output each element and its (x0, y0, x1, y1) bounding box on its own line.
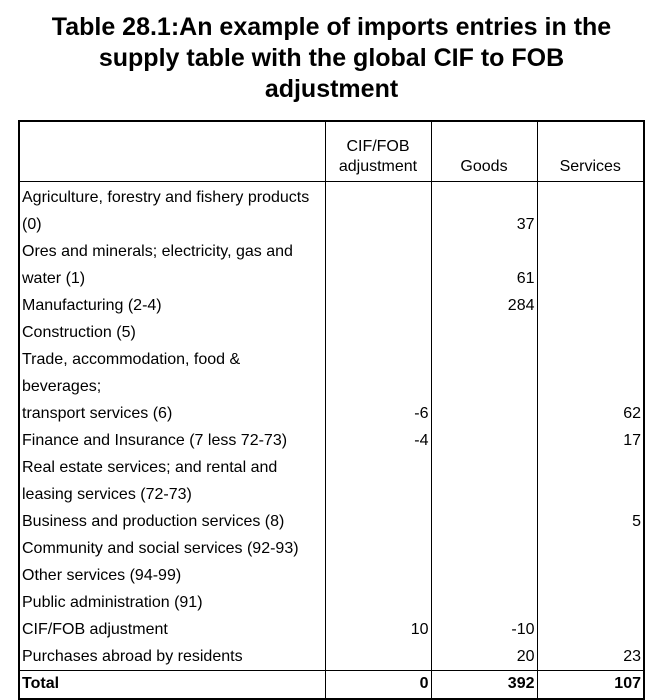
title-line-1: Table 28.1:An example of imports entries in the (51, 13, 612, 41)
row-label-line: Real estate services; and rental and (22, 459, 278, 476)
cell-goods: 61 (431, 238, 537, 292)
cell-goods: 20 (431, 643, 537, 671)
cell-services (537, 616, 644, 643)
title-line-2: supply table with the global CIF to FOB (98, 44, 565, 72)
row-label (19, 589, 325, 616)
row-label (19, 535, 325, 562)
table-row (19, 427, 644, 454)
cell-goods: 284 (431, 292, 537, 319)
row-label (19, 616, 325, 643)
table-row (19, 535, 644, 562)
row-label-line: Purchases abroad by residents (22, 648, 243, 665)
cell-cif-fob-adjustment (325, 292, 431, 319)
table-body (19, 182, 644, 700)
row-label-line: Public administration (91) (22, 594, 203, 611)
total-label: Total (19, 671, 325, 700)
row-label-line: transport services (6) (22, 405, 173, 422)
row-label (19, 427, 325, 454)
cell-services (537, 292, 644, 319)
imports-table-container (18, 120, 645, 700)
header-label-cell (19, 121, 325, 182)
row-label (19, 319, 325, 346)
table-row (19, 643, 644, 671)
cell-cif-fob-adjustment (325, 535, 431, 562)
table-row (19, 454, 644, 508)
row-label (19, 238, 325, 292)
total-services: 107 (537, 671, 644, 700)
row-label-line: Manufacturing (2-4) (22, 297, 162, 314)
row-label-line: water (1) (22, 270, 86, 287)
row-label (19, 643, 325, 671)
imports-table (18, 120, 645, 700)
table-title (0, 12, 663, 105)
table-row (19, 346, 644, 427)
row-label-line: Construction (5) (22, 324, 136, 341)
cell-cif-fob-adjustment (325, 508, 431, 535)
cell-services: 17 (623, 432, 641, 449)
cell-goods (431, 319, 537, 346)
row-label-line: Community and social services (92-93) (22, 540, 299, 557)
table-row (19, 238, 644, 292)
cell-goods: -10 (431, 616, 537, 643)
cell-services (537, 589, 644, 616)
row-label-line: Business and production services (8) (22, 513, 285, 530)
cell-cif-fob-adjustment: -6 (325, 346, 431, 427)
table-row (19, 589, 644, 616)
row-label-line: Trade, accommodation, food & beverages; (22, 351, 241, 395)
row-label (19, 562, 325, 589)
table-row (19, 616, 644, 643)
cell-cif-fob-adjustment: 10 (325, 616, 431, 643)
row-label (19, 292, 325, 319)
cell-goods (431, 535, 537, 562)
header-cif-fob-adjustment: CIF/FOB adjustment (325, 121, 431, 182)
cell-cif-fob-adjustment (325, 562, 431, 589)
row-label-line: Other services (94-99) (22, 567, 182, 584)
row-label-line: leasing services (72-73) (22, 486, 192, 503)
cell-goods (431, 427, 537, 454)
title-line-3: adjustment (264, 75, 399, 103)
total-goods: 392 (431, 671, 537, 700)
row-label (19, 454, 325, 508)
cell-goods (431, 346, 537, 427)
header-services: Services (559, 158, 621, 175)
header-goods: Goods (431, 121, 537, 182)
header-row (19, 121, 644, 182)
table-row (19, 319, 644, 346)
cell-goods (431, 454, 537, 508)
cell-cif-fob-adjustment (325, 643, 431, 671)
table-row (19, 182, 644, 239)
cell-services: 5 (632, 513, 641, 530)
cell-goods (431, 589, 537, 616)
row-label-line: CIF/FOB adjustment (22, 621, 168, 638)
cell-services (537, 535, 644, 562)
cell-goods: 37 (431, 182, 537, 239)
total-cif-fob-adjustment: 0 (325, 671, 431, 700)
cell-services: 62 (623, 405, 641, 422)
row-label (19, 346, 325, 427)
table-row (19, 562, 644, 589)
cell-services: 23 (623, 648, 641, 665)
row-label (19, 182, 325, 239)
cell-cif-fob-adjustment (325, 589, 431, 616)
cell-cif-fob-adjustment (325, 319, 431, 346)
row-label-line: (0) (22, 216, 42, 233)
row-label-line: Ores and minerals; electricity, gas and (22, 243, 293, 260)
cell-services (537, 238, 644, 292)
cell-cif-fob-adjustment (325, 454, 431, 508)
cell-goods (431, 562, 537, 589)
row-label (19, 508, 325, 535)
cell-services (537, 562, 644, 589)
table-row (19, 508, 644, 535)
cell-cif-fob-adjustment (325, 182, 431, 239)
cell-cif-fob-adjustment: -4 (325, 427, 431, 454)
total-row (19, 671, 644, 700)
cell-services (537, 319, 644, 346)
row-label-line: Agriculture, forestry and fishery products (22, 189, 310, 206)
cell-goods (431, 508, 537, 535)
cell-cif-fob-adjustment (325, 238, 431, 292)
cell-services (537, 454, 644, 508)
cell-services (537, 182, 644, 239)
table-row (19, 292, 644, 319)
row-label-line: Finance and Insurance (7 less 72-73) (22, 432, 288, 449)
